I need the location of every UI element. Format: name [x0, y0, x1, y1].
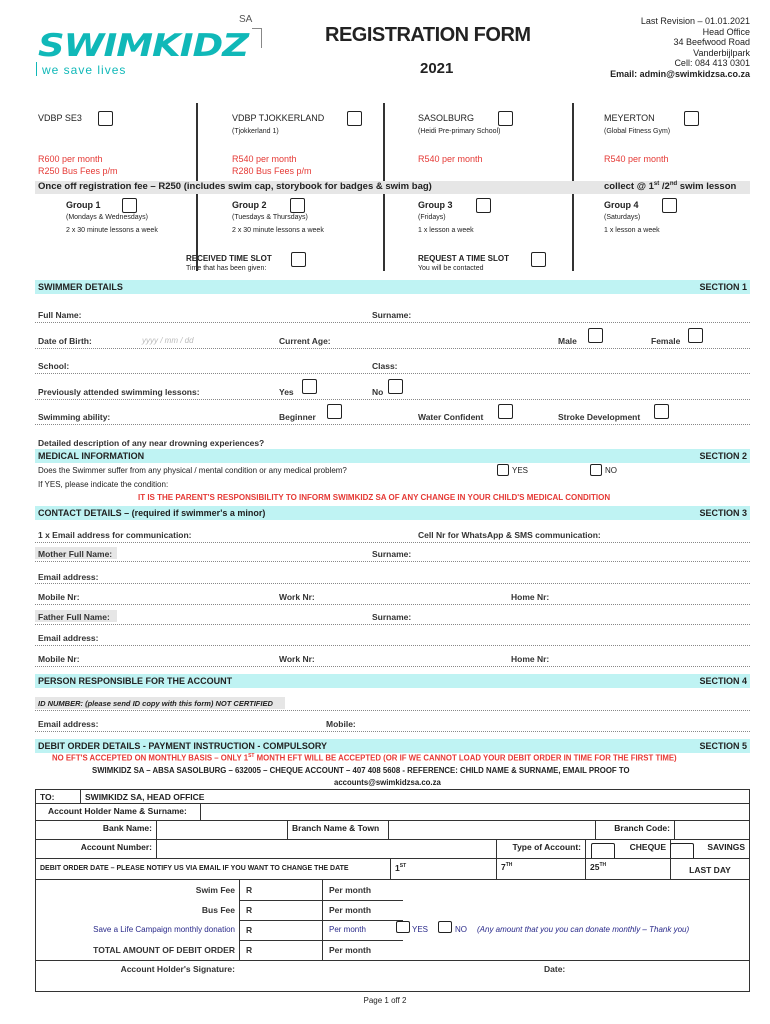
date-label: Date:: [544, 964, 566, 974]
to-value-cell: SWIMKIDZ SA, HEAD OFFICE: [80, 789, 750, 804]
account-email-label: Email address:: [38, 719, 99, 729]
date-lastday-cell[interactable]: LAST DAY: [670, 858, 750, 880]
group-1-checkbox[interactable]: [122, 198, 137, 213]
father-name-label: Father Full Name:: [38, 612, 110, 622]
eft-warning: NO EFT'S ACCEPTED ON MONTHLY BASIS – ONLY 1ST MONTH EFT WILL BE ACCEPTED (OR IF WE CANNOT LOAD YOUR DEBIT ORDER IN TIME FOR THE FIRST TIME): [52, 753, 677, 763]
type-label-cell: Type of Account:: [496, 839, 586, 859]
office-revision: Last Revision – 01.01.2021: [640, 16, 750, 26]
bus-fee-amount[interactable]: R: [246, 905, 253, 915]
donation-label: Save a Life Campaign monthly donation: [93, 925, 235, 934]
stroke-dev-checkbox[interactable]: [654, 404, 669, 419]
female-checkbox[interactable]: [688, 328, 703, 343]
bank-email: accounts@swimkidzsa.co.za: [334, 778, 441, 787]
current-age-label: Current Age:: [279, 336, 331, 346]
office-info: [610, 16, 750, 79]
type-cheque-cell: CHEQUE: [585, 839, 671, 859]
logo: [36, 14, 266, 80]
group-name: Group 2: [232, 200, 267, 210]
office-street: 34 Beefwood Road: [673, 37, 750, 47]
id-number-label: ID NUMBER: (please send ID copy with this form) NOT CERTIFIED: [38, 699, 273, 708]
dob-field[interactable]: yyyy / mm / dd: [142, 336, 194, 345]
group-lessons: 1 x lesson a week: [418, 227, 474, 234]
group-days: (Fridays): [418, 214, 446, 221]
group-name: Group 4: [604, 200, 639, 210]
father-phone-field[interactable]: [35, 666, 750, 667]
mother-phone-field[interactable]: [35, 604, 750, 605]
bus-fee-per: Per month: [329, 905, 372, 915]
medical-ifyes-label: If YES, please indicate the condition:: [38, 480, 169, 489]
dob-label: Date of Birth:: [38, 336, 92, 346]
venue-sub: (Tjokkerland 1): [232, 128, 279, 135]
female-label: Female: [651, 336, 681, 346]
group-days: (Saturdays): [604, 214, 641, 221]
mother-surname-label: Surname:: [372, 549, 412, 559]
divider: [35, 399, 750, 400]
office-town: Vanderbijlpark: [693, 47, 750, 58]
type-savings-cell: SAVINGS: [670, 839, 750, 859]
male-label: Male: [558, 336, 577, 346]
mother-email-label: Email address:: [38, 572, 99, 582]
father-name-field[interactable]: [35, 624, 750, 625]
venue-fees: R600 per month: [38, 154, 103, 164]
logo-sa: SA: [239, 14, 253, 25]
contact-comm-field[interactable]: [35, 542, 750, 543]
received-timeslot-sub: Time that has been given:: [186, 265, 267, 272]
mother-name-field[interactable]: [35, 561, 750, 562]
swim-fee-amount[interactable]: R: [246, 885, 253, 895]
debit-date-label-cell: DEBIT ORDER DATE – PLEASE NOTIFY US VIA EMAIL IF YOU WANT TO CHANGE THE DATE: [35, 858, 391, 880]
swim-fee-label: Swim Fee: [195, 885, 235, 895]
signature-label: Account Holder's Signature:: [120, 964, 235, 974]
received-timeslot-checkbox[interactable]: [291, 252, 306, 267]
holder-label-cell: Account Holder Name & Surname:: [35, 803, 201, 821]
donation-per: Per month: [329, 925, 366, 934]
beginner-checkbox[interactable]: [327, 404, 342, 419]
mother-email-field[interactable]: [35, 583, 750, 584]
full-name-label: Full Name:: [38, 310, 82, 320]
stroke-dev-label: Stroke Development: [558, 412, 641, 422]
venue-fees: R540 per month: [604, 154, 669, 164]
account-contact-field[interactable]: [35, 731, 750, 732]
signature-field[interactable]: [240, 962, 530, 990]
email-comm-label: 1 x Email address for communication:: [38, 530, 192, 540]
bank-name-field[interactable]: [156, 820, 288, 840]
group-4-checkbox[interactable]: [662, 198, 677, 213]
donation-yes-label: YES: [412, 925, 429, 934]
branch-field[interactable]: [388, 820, 596, 840]
date-7th-cell[interactable]: 7TH: [496, 858, 586, 880]
holder-field[interactable]: [200, 803, 750, 821]
medical-question: Does the Swimmer suffer from any physical / mental condition or any medical problem?: [38, 466, 347, 475]
form-year: 2021: [420, 60, 454, 77]
donation-amount[interactable]: R: [246, 925, 253, 935]
venue-name: SASOLBURG: [418, 113, 475, 123]
father-email-field[interactable]: [35, 645, 750, 646]
form-title: REGISTRATION FORM: [325, 24, 531, 46]
class-label: Class:: [372, 361, 398, 371]
venue-checkbox-tjokkerland[interactable]: [347, 111, 362, 126]
donation-note: (Any amount that you you can donate monthly – Thank you): [477, 925, 690, 934]
acc-no-field[interactable]: [156, 839, 497, 859]
section-1-header: SWIMMER DETAILS SECTION 1: [35, 280, 750, 294]
donation-no-label: NO: [455, 925, 467, 934]
full-name-field[interactable]: [35, 322, 750, 323]
school-label: School:: [38, 361, 70, 371]
bus-fee-label: Bus Fee: [201, 905, 235, 915]
bank-name-label-cell: Bank Name:: [35, 820, 157, 840]
group-days: (Mondays & Wednesdays): [66, 214, 148, 221]
total-amount[interactable]: R: [246, 945, 253, 955]
water-confident-checkbox[interactable]: [498, 404, 513, 419]
request-timeslot-sub: You will be contacted: [418, 265, 484, 272]
id-number-field[interactable]: [35, 710, 750, 711]
group-name: Group 1: [66, 200, 101, 210]
venue-sub: (Heidi Pre-primary School): [418, 128, 501, 135]
venue-checkbox-vdbp-se3[interactable]: [98, 111, 113, 126]
section-5-header: DEBIT ORDER DETAILS - PAYMENT INSTRUCTION - COMPULSORY SECTION 5: [35, 739, 750, 753]
medical-yes-label: YES: [512, 466, 529, 475]
section-3-header: CONTACT DETAILS – (required if swimmer's a minor) SECTION 3: [35, 506, 750, 520]
father-mobile-label: Mobile Nr:: [38, 654, 80, 664]
male-checkbox[interactable]: [588, 328, 603, 343]
logo-brand: SWIMKIDZ: [38, 27, 249, 64]
date-field[interactable]: [575, 962, 745, 990]
divider: [35, 348, 750, 349]
group-lessons: 2 x 30 minute lessons a week: [232, 227, 324, 234]
beginner-label: Beginner: [279, 412, 316, 422]
mother-name-label: Mother Full Name:: [38, 549, 113, 559]
once-off-fee: Once off registration fee – R250 (includes swim cap, storybook for badges & swim bag): [38, 181, 432, 192]
venue-checkbox-meyerton[interactable]: [684, 111, 699, 126]
group-name: Group 3: [418, 200, 453, 210]
group-3-checkbox[interactable]: [476, 198, 491, 213]
medical-no-label: NO: [605, 466, 617, 475]
father-email-label: Email address:: [38, 633, 99, 643]
venue-name: VDBP TJOKKERLAND: [232, 113, 325, 123]
father-work-label: Work Nr:: [279, 654, 315, 664]
date-25th-cell[interactable]: 25TH: [585, 858, 671, 880]
acc-no-label-cell: Account Number:: [35, 839, 157, 859]
group-lessons: 2 x 30 minute lessons a week: [66, 227, 158, 234]
drowning-label: Detailed description of any near drowning experiences?: [38, 438, 265, 448]
venue-sub: (Global Fitness Gym): [604, 128, 671, 135]
group-2-checkbox[interactable]: [290, 198, 305, 213]
page-number: Page 1 off 2: [363, 996, 407, 1005]
total-per: Per month: [329, 945, 372, 955]
divider: [35, 424, 750, 425]
cell-comm-label: Cell Nr for WhatsApp & SMS communication:: [418, 530, 601, 540]
request-timeslot-label: REQUEST A TIME SLOT: [418, 254, 509, 263]
venue-fees: R540 per month: [418, 154, 483, 164]
group-lessons: 1 x lesson a week: [604, 227, 660, 234]
section-2-header: MEDICAL INFORMATION SECTION 2: [35, 449, 750, 463]
venue-fees: R540 per month: [232, 154, 297, 164]
office-cell: Cell: 084 413 0301: [674, 58, 750, 68]
account-mobile-label: Mobile:: [326, 719, 356, 729]
section-4-header: PERSON RESPONSIBLE FOR THE ACCOUNT SECTION 4: [35, 674, 750, 688]
total-label: TOTAL AMOUNT OF DEBIT ORDER: [93, 945, 235, 955]
school-field[interactable]: [35, 373, 750, 374]
prev-no-checkbox[interactable]: [388, 379, 403, 394]
yes-label: Yes: [279, 387, 294, 397]
office-email: Email: admin@swimkidzsa.co.za: [610, 68, 750, 79]
medical-yes-checkbox[interactable]: [497, 464, 509, 476]
venue-name: MEYERTON: [604, 113, 655, 123]
branch-code-label-cell: Branch Code:: [595, 820, 675, 840]
received-timeslot-label: RECEIVED TIME SLOT: [186, 254, 272, 263]
father-home-label: Home Nr:: [511, 654, 550, 664]
donation-no-checkbox[interactable]: [438, 921, 452, 933]
date-1st-cell[interactable]: 1ST: [390, 858, 497, 880]
surname-label: Surname:: [372, 310, 412, 320]
mother-work-label: Work Nr:: [279, 592, 315, 602]
venue-checkbox-sasolburg[interactable]: [498, 111, 513, 126]
office-head: Head Office: [702, 26, 750, 37]
venue-fees: R280 Bus Fees p/m: [232, 166, 312, 176]
ability-label: Swimming ability:: [38, 412, 111, 422]
swim-fee-per: Per month: [329, 885, 372, 895]
medical-no-checkbox[interactable]: [590, 464, 602, 476]
branch-label-cell: Branch Name & Town: [287, 820, 389, 840]
prev-lessons-label: Previously attended swimming lessons:: [38, 387, 200, 397]
no-label: No: [372, 387, 384, 397]
mother-home-label: Home Nr:: [511, 592, 550, 602]
branch-code-field[interactable]: [674, 820, 750, 840]
prev-yes-checkbox[interactable]: [302, 379, 317, 394]
father-surname-label: Surname:: [372, 612, 412, 622]
to-label-cell: TO:: [35, 789, 81, 804]
mother-mobile-label: Mobile Nr:: [38, 592, 80, 602]
venue-name: VDBP SE3: [38, 113, 82, 123]
donation-yes-checkbox[interactable]: [396, 921, 410, 933]
water-confident-label: Water Confident: [418, 412, 484, 422]
bank-details: SWIMKIDZ SA – ABSA SASOLBURG – 632005 – CHEQUE ACCOUNT – 407 408 5608 - REFERENCE: CHILD NAME & SURNAME, EMAIL PROOF TO: [92, 766, 630, 775]
group-days: (Tuesdays & Thursdays): [232, 214, 308, 221]
medical-warning: IT IS THE PARENT'S RESPONSIBILITY TO INFORM SWIMKIDZ SA OF ANY CHANGE IN YOUR CHILD'S MEDICAL CONDITION: [138, 493, 611, 502]
collect-note: collect @ 1st /2nd swim lesson: [604, 181, 737, 193]
venue-fees: R250 Bus Fees p/m: [38, 166, 118, 176]
request-timeslot-checkbox[interactable]: [531, 252, 546, 267]
logo-tagline: we save lives: [42, 63, 127, 77]
